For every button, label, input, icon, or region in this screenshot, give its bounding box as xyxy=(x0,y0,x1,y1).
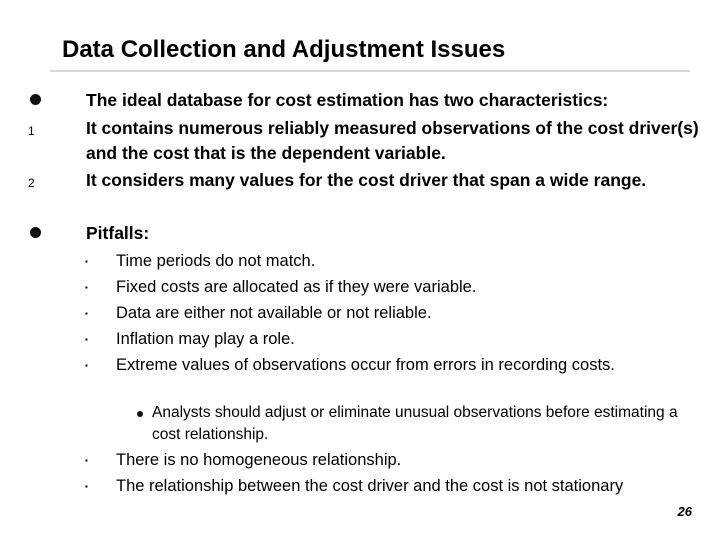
pitfall-item: Time periods do not match. xyxy=(116,252,316,270)
bullet-text: Pitfalls: xyxy=(86,223,150,243)
bullet-text: It contains numerous reliably measured observations of the cost driver(s) and the cost that is the dependent variable. xyxy=(86,118,699,163)
square-bullet-icon: ▪ xyxy=(85,361,88,370)
square-bullet-icon: ▪ xyxy=(85,257,88,266)
square-bullet-icon: ▪ xyxy=(85,283,88,292)
page-number: 26 xyxy=(677,504,692,519)
bullet-dot-icon xyxy=(30,94,41,105)
square-bullet-icon: ▪ xyxy=(85,482,88,491)
pitfall-item: There is no homogeneous relationship. xyxy=(116,451,402,469)
title-divider xyxy=(50,70,690,72)
sub-bullet-dot-icon xyxy=(137,411,143,417)
pitfall-item: The relationship between the cost driver and the cost is not stationary xyxy=(116,477,624,495)
slide-title: Data Collection and Adjustment Issues xyxy=(62,36,506,63)
bullet-dot-icon xyxy=(30,227,41,238)
bullet-text: The ideal database for cost estimation has two characteristics: xyxy=(86,90,609,110)
pitfall-item: Extreme values of observations occur from errors in recording costs. xyxy=(116,356,615,374)
bullet-text: It considers many values for the cost driver that span a wide range. xyxy=(86,170,647,190)
pitfall-item: Fixed costs are allocated as if they were variable. xyxy=(116,278,477,296)
number-marker: 1 xyxy=(28,124,35,138)
square-bullet-icon: ▪ xyxy=(85,335,88,344)
square-bullet-icon: ▪ xyxy=(85,309,88,318)
square-bullet-icon: ▪ xyxy=(85,456,88,465)
number-marker: 2 xyxy=(28,176,35,190)
pitfall-item: Inflation may play a role. xyxy=(116,330,295,348)
pitfall-item: Data are either not available or not reliable. xyxy=(116,304,432,322)
sub-bullet-text: Analysts should adjust or eliminate unusual observations before estimating a cost relationship. xyxy=(152,404,678,443)
